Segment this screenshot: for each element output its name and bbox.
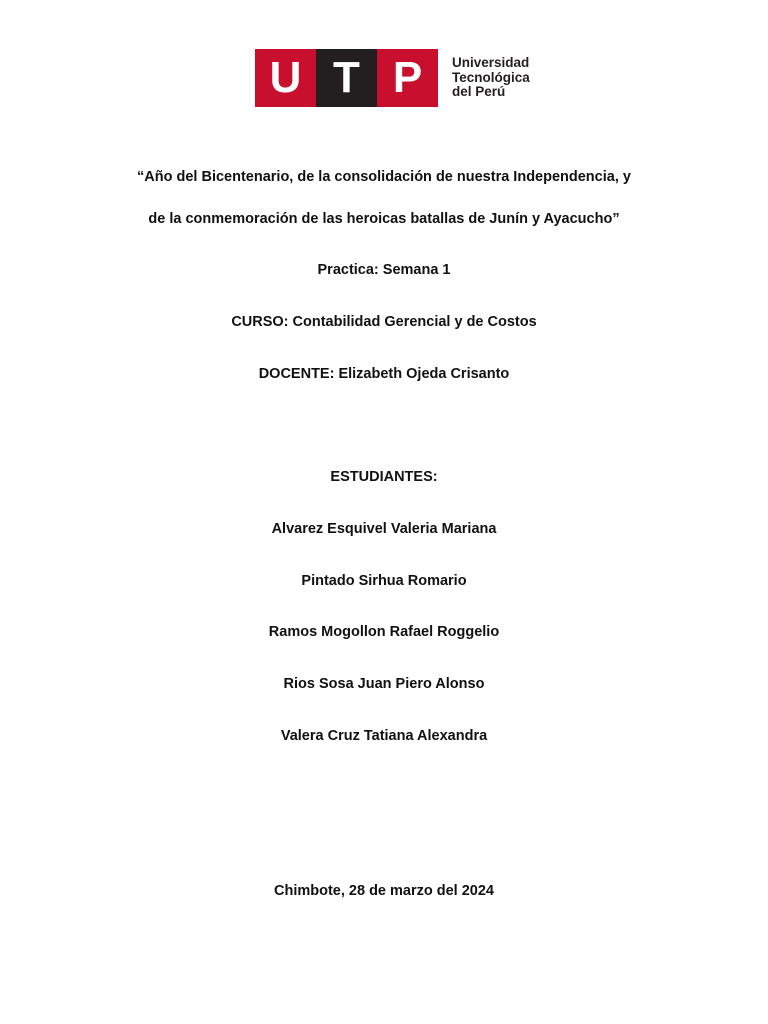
teacher-line: DOCENTE: Elizabeth Ojeda Crisanto	[258, 366, 510, 382]
logo-letter-p: P	[377, 49, 438, 107]
utp-logo	[255, 49, 530, 107]
logo-university-name	[452, 56, 530, 100]
course-line: CURSO: Contabilidad Gerencial y de Costos	[231, 314, 537, 330]
place-date: Chimbote, 28 de marzo del 2024	[274, 883, 494, 899]
motto-line-2: de la conmemoración de las heroicas batallas de Junín y Ayacucho”	[148, 211, 620, 227]
student-name: Alvarez Esquivel Valeria Mariana	[271, 521, 497, 537]
student-name: Pintado Sirhua Romario	[301, 573, 467, 589]
logo-letter-t: T	[316, 49, 377, 107]
student-name: Rios Sosa Juan Piero Alonso	[283, 676, 485, 692]
student-name: Ramos Mogollon Rafael Roggelio	[268, 624, 500, 640]
logo-name-line-2: Tecnológica	[452, 69, 530, 85]
logo-name-line-1: Universidad	[452, 55, 530, 71]
students-heading: ESTUDIANTES:	[330, 469, 438, 485]
motto-line-1: “Año del Bicentenario, de la consolidación de nuestra Independencia, y	[137, 169, 631, 185]
logo-name-line-3: del Perú	[452, 84, 506, 100]
practice-title: Practica: Semana 1	[317, 262, 451, 278]
logo-letter-u: U	[255, 49, 316, 107]
student-name: Valera Cruz Tatiana Alexandra	[280, 728, 488, 744]
